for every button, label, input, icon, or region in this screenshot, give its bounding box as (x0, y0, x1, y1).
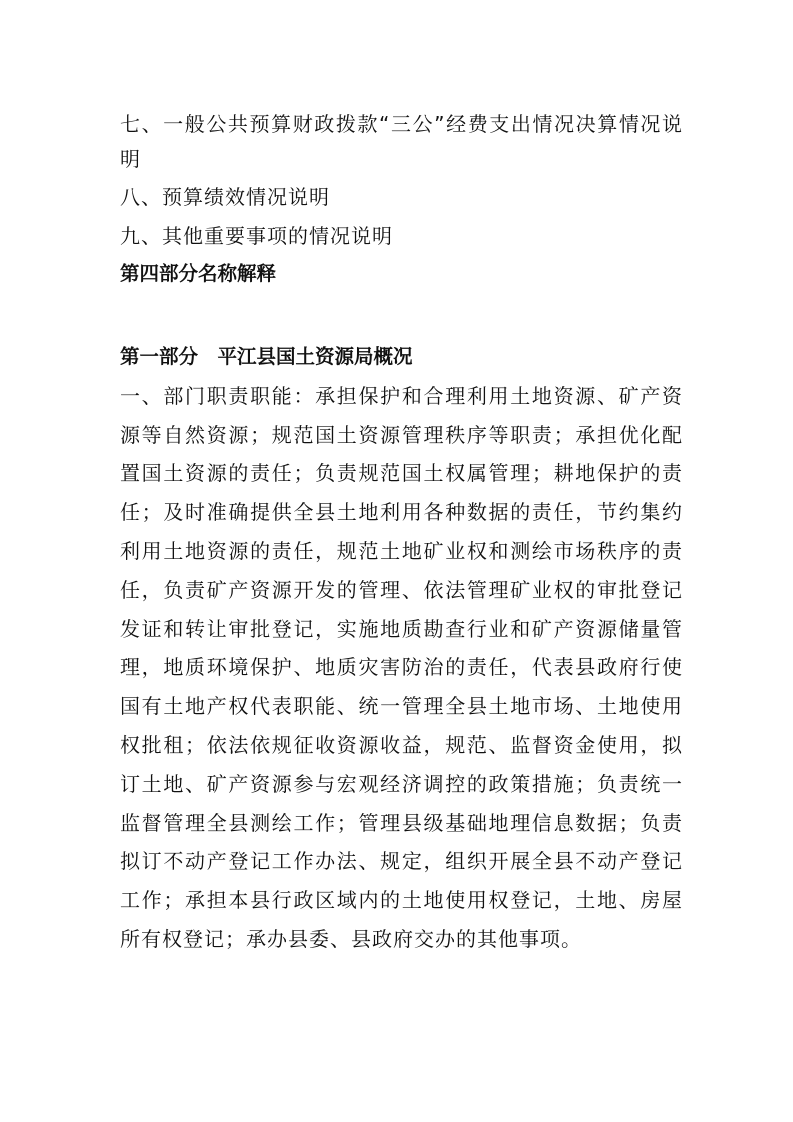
toc-item-7: 七、一般公共预算财政拨款“三公”经费支出情况决算情况说 (120, 112, 683, 136)
paragraph-line: 理，地质环境保护、地质灾害防治的责任，代表县政府行使 (120, 655, 683, 680)
paragraph-line: 源等自然资源；规范国土资源管理秩序等职责；承担优化配 (120, 422, 683, 447)
paragraph-line: 所有权登记；承办县委、县政府交办的其他事项。 (120, 926, 582, 951)
paragraph-line: 利用土地资源的责任，规范土地矿业权和测绘市场秩序的责 (120, 538, 683, 563)
paragraph-line: 任；及时准确提供全县土地利用各种数据的责任，节约集约 (120, 500, 683, 525)
paragraph-line: 工作；承担本县行政区域内的土地使用权登记，土地、房屋 (120, 888, 683, 913)
toc-part-4-heading: 第四部分名称解释 (120, 262, 277, 286)
department-duties-paragraph (120, 377, 683, 959)
part1-heading: 第一部分 平江县国土资源局概况 (120, 345, 413, 368)
table-of-contents (120, 105, 683, 294)
toc-item-7-continued: 明 (120, 146, 141, 171)
paragraph-line: 任，负责矿产资源开发的管理、依法管理矿业权的审批登记 (120, 577, 683, 602)
paragraph-line: 权批租；依法依规征收资源收益，规范、监督资金使用，拟 (120, 732, 683, 757)
toc-item-9: 九、其他重要事项的情况说明 (120, 223, 393, 248)
paragraph-line: 一、部门职责职能：承担保护和合理利用土地资源、矿产资 (120, 383, 683, 408)
paragraph-line: 订土地、矿产资源参与宏观经济调控的政策措施；负责统一 (120, 771, 683, 796)
paragraph-line: 置国土资源的责任；负责规范国土权属管理；耕地保护的责 (120, 461, 683, 486)
paragraph-line: 发证和转让审批登记，实施地质勘查行业和矿产资源储量管 (120, 616, 683, 641)
toc-item-8: 八、预算绩效情况说明 (120, 184, 330, 209)
paragraph-line: 监督管理全县测绘工作；管理县级基础地理信息数据；负责 (120, 810, 683, 835)
paragraph-line: 拟订不动产登记工作办法、规定，组织开展全县不动产登记 (120, 849, 683, 874)
part1-section (120, 338, 683, 959)
paragraph-line: 国有土地产权代表职能、统一管理全县土地市场、土地使用 (120, 694, 683, 719)
